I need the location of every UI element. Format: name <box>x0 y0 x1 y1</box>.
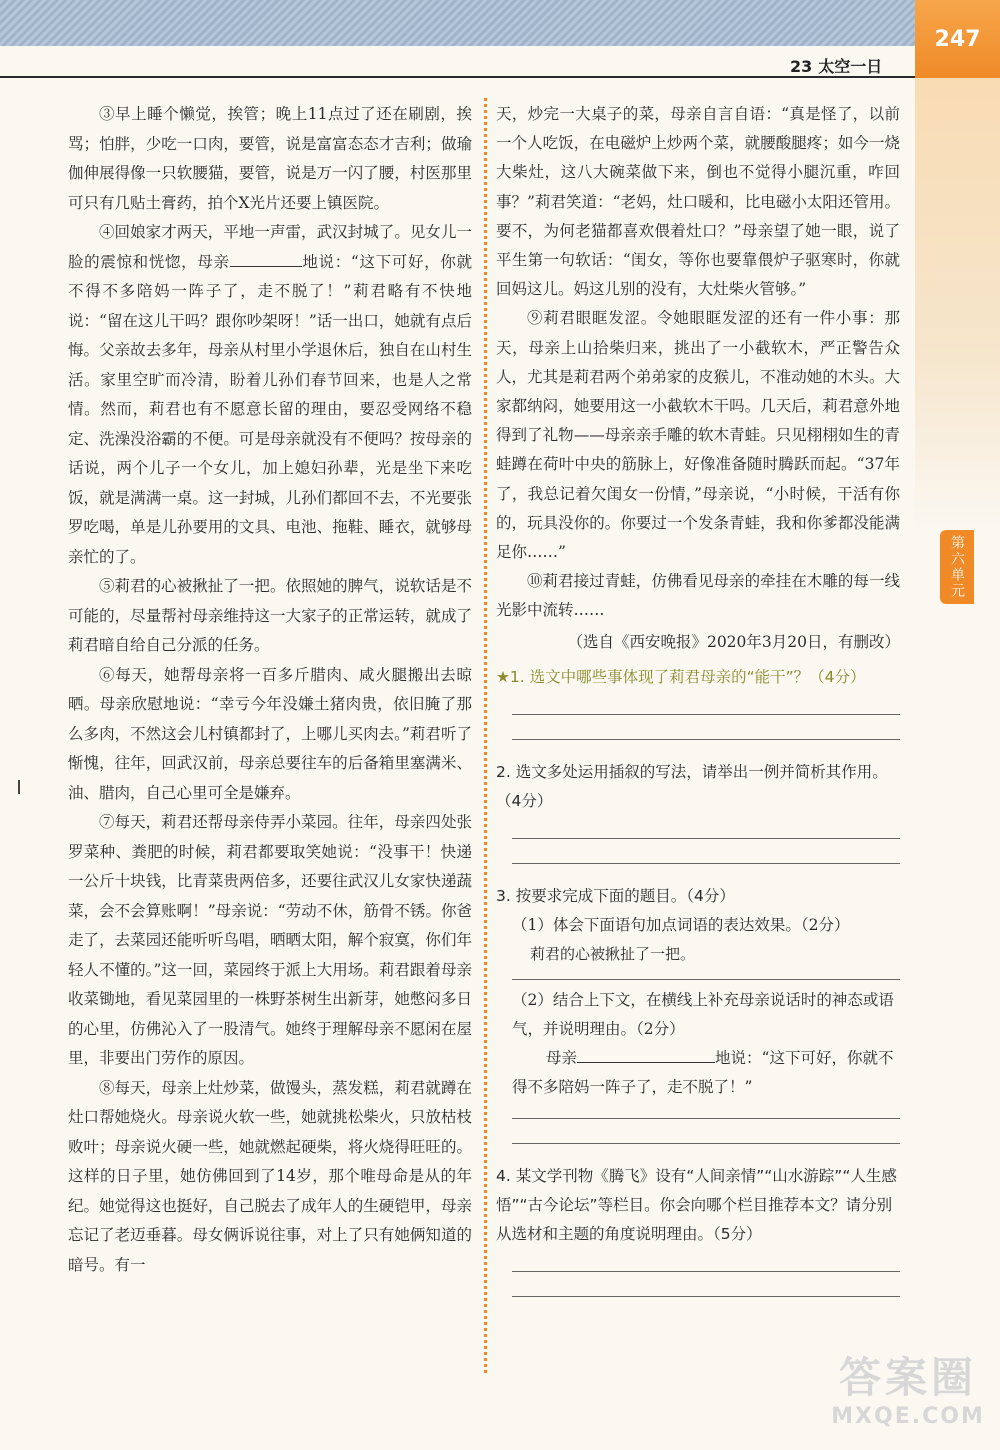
question-3-2: （2）结合上下文，在横线上补充母亲说话时的神态或语气，并说明理由。（2分） <box>512 990 894 1038</box>
question-2: 2. 选文多处运用插叙的写法，请举出一例并简析其作用。（4分） <box>496 762 888 810</box>
chapter-title: 太空一日 <box>818 57 883 76</box>
answer-line[interactable] <box>512 1143 900 1144</box>
watermark-line1: 答案圈 <box>838 1353 977 1402</box>
paragraph-3: ③早上睡个懒觉，挨管；晚上11点过了还在刷剧，挨骂；怕胖，少吃一口肉，要管，说是富富态态才吉利；做瑜伽伸展得像一只软腰猫，要管，说是万一闪了腰，村医那里可只有几贴土膏药，拍个X光片还要上镇医院。 <box>68 105 472 212</box>
side-decoration <box>915 78 1000 533</box>
paragraph-6: ⑥每天，她帮母亲将一百多斤腊肉、咸火腿搬出去晾晒。母亲欣慰地说：“幸亏今年没嫌土猪肉贵，依旧腌了那么多肉，不然这会儿村镇都封了，上哪儿买肉去。”莉君听了惭愧，往年，回武汉前，母亲总要往车的后备箱里塞满米、油、腊肉，自己心里可全是嫌弃。 <box>68 665 472 802</box>
answer-line[interactable] <box>512 1296 900 1297</box>
left-column <box>68 100 472 1280</box>
paragraph-4-rest: 地说：“这下可好，你就不得不多陪妈一阵子了，走不脱了！”莉君略有不快地说：“留在这儿干吗？跟你吵架呀！”话一出口，她就有点后悔。父亲故去多年，母亲从村里小学退休后，独自在山村生活。家里空旷而冷清，盼着儿孙们春节回来，也是人之常情。然而，莉君也有不愿意长留的理由，要忍受网络不稳定、洗澡没浴霸的不便。可是母亲就没有不便吗？按母亲的话说，两个儿子一个女儿，加上媳妇孙辈，光是坐下来吃饭，就是满满一桌。这一封城，儿孙们都回不去，不光要张罗吃喝，单是儿孙要用的文具、电池、拖鞋、睡衣，就够母亲忙的了。 <box>68 252 472 566</box>
question-3-2-sentence <box>496 1044 900 1102</box>
question-3-1-example: 莉君的心被揪扯了一把。 <box>530 944 696 963</box>
answer-line[interactable] <box>512 863 900 864</box>
paragraph-10: ⑩莉君接过青蛙，仿佛看见母亲的牵挂在木雕的每一线光影中流转…… <box>496 572 900 620</box>
paragraph-7: ⑦每天，莉君还帮母亲侍弄小菜园。往年，母亲四处张罗菜种、粪肥的时候，莉君都要取笑她说：“没事干！快递一公斤十块钱，比青菜贵两倍多，还要往武汉儿女家快递蔬菜，会不会算账啊！”母亲说：“劳动不休，筋骨不锈。你爸走了，去菜园还能听听鸟唱，晒晒太阳，解个寂寞，你们年轻人不懂的。”这一回，菜园终于派上大用场。莉君跟着母亲收菜锄地，看见菜园里的一株野茶树生出新芽，她憋闷多日的心里，仿佛沁入了一股清气。她终于理解母亲不愿闲在屋里，非要出门劳作的原因。 <box>68 813 472 1067</box>
paragraph-8: ⑧每天，母亲上灶炒菜，做馒头，蒸发糕，莉君就蹲在灶口帮她烧火。母亲说火软一些，她就挑松柴火，只放枯枝败叶；母亲说火硬一些，她就燃起硬柴，将火烧得旺旺的。这样的日子里，她仿佛回到了14岁，那个唯母命是从的年纪。她觉得这也挺好，自己脱去了成年人的生硬铠甲，母亲忘记了老迈垂暮。母女俩诉说往事，对上了只有她俩知道的暗号。有一 <box>68 1078 472 1274</box>
answer-line[interactable] <box>512 1118 900 1119</box>
answer-line[interactable] <box>512 714 900 715</box>
answer-line[interactable] <box>512 1271 900 1272</box>
answer-blank-inline[interactable] <box>230 266 302 267</box>
answer-line[interactable] <box>512 739 900 740</box>
page-number: 247 <box>915 0 1000 78</box>
source-citation: （选自《西安晚报》2020年3月20日，有删改） <box>567 632 900 651</box>
chapter-number: 23 <box>790 57 813 76</box>
question-3-2-suffix: 地说：“这下可好，你就不得不多陪妈一阵子了，走不脱了！” <box>512 1048 894 1096</box>
header-rule <box>0 76 915 78</box>
answer-line[interactable] <box>512 979 900 980</box>
header-band <box>0 0 915 46</box>
right-column <box>496 100 900 1297</box>
unit-tab: 第六单元 <box>940 530 974 604</box>
question-1: ★1. 选文中哪些事体现了莉君母亲的“能干”？（4分） <box>496 667 866 686</box>
question-4: 4. 某文学刊物《腾飞》设有“人间亲情”“山水游踪”“人生感悟”“古今论坛”等栏目。你会向哪个栏目推荐本文？请分别从选材和主题的角度说明理由。（5分） <box>496 1166 897 1243</box>
paragraph-9: ⑨莉君眼眶发涩。令她眼眶发涩的还有一件小事：那天，母亲上山拾柴归来，挑出了一小截软木，严正警告众人，尤其是莉君两个弟弟家的皮猴儿，不准动她的木头。大家都纳闷，她要用这一小截软木干吗。几天后，莉君意外地得到了礼物——母亲亲手雕的软木青蛙。只见栩栩如生的青蛙蹲在荷叶中央的筋脉上，好像准备随时腾跃而起。“37年了，我总记着欠闺女一份情，”母亲说，“小时候，干活有你的，玩具没你的。你要过一个发条青蛙，我和你爹都没能满足你……” <box>496 309 900 562</box>
chapter-label <box>790 54 882 77</box>
answer-line[interactable] <box>512 838 900 839</box>
watermark-line2: MXQE.COM <box>831 1404 985 1429</box>
question-3-1: （1）体会下面语句加点词语的表达效果。（2分） <box>512 915 850 934</box>
paragraph-4-start: ④回娘家才两天，平地一声雷，武汉封城了。见女儿一脸的震惊和恍惚，母亲 <box>68 223 472 271</box>
paragraph-5: ⑤莉君的心被揪扯了一把。依照她的脾气，说软话是不可能的，尽量帮衬母亲维持这一大家子的正常运转，就成了莉君暗自给自己分派的任务。 <box>68 577 472 654</box>
question-3: 3. 按要求完成下面的题目。（4分） <box>496 886 735 905</box>
question-3-2-prefix: 母亲 <box>546 1048 578 1067</box>
column-divider <box>484 98 487 1373</box>
margin-mark <box>18 780 20 794</box>
answer-blank-inline[interactable] <box>577 1062 715 1063</box>
paragraph-8-cont: 天，炒完一大桌子的菜，母亲自言自语：“真是怪了，以前一个人吃饭，在电磁炉上炒两个菜，就腰酸腿疼；如今一烧大柴灶，这八大碗菜做下来，倒也不觉得小腿沉重，咋回事？”莉君笑道：“老妈，灶口暖和，比电磁小太阳还管用。要不，为何老猫都喜欢偎着灶口？”母亲望了她一眼，说了平生第一句软话：“闺女，等你也要靠偎炉子驱寒时，你就回妈这儿。妈这儿别的没有，大灶柴火管够。” <box>496 105 900 299</box>
paragraph-4 <box>68 218 472 572</box>
watermark-logo <box>820 1352 996 1444</box>
